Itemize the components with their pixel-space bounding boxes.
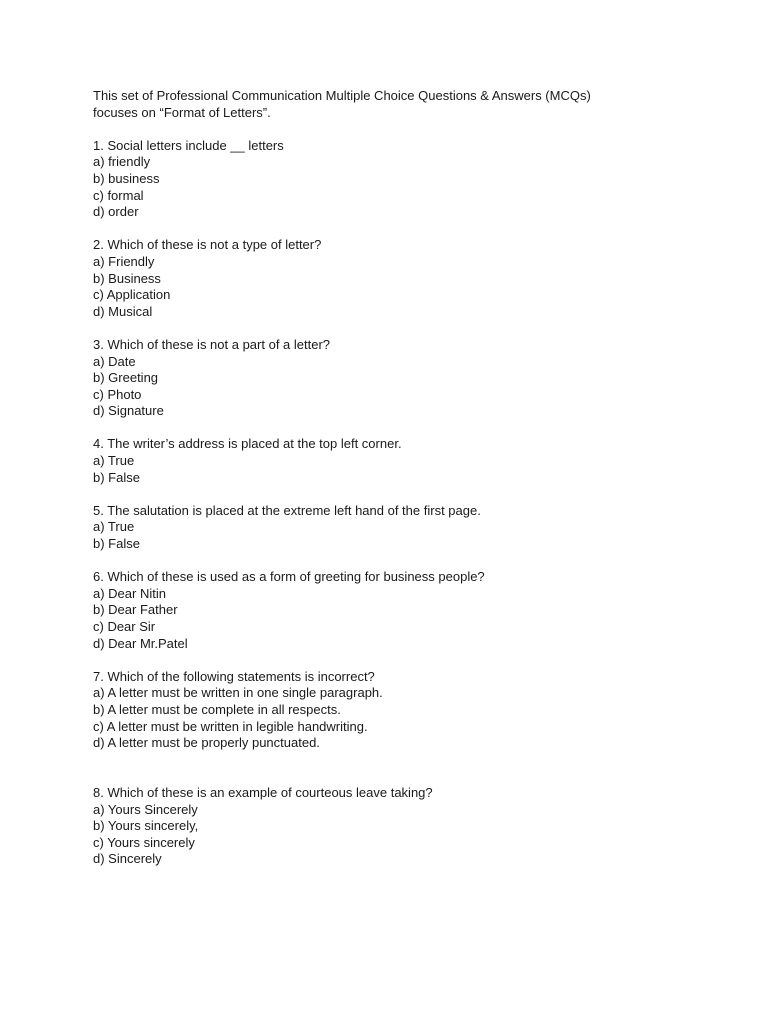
answer-option: c) Photo [93,386,142,402]
answer-option: c) Dear Sir [93,619,156,634]
answer-option: b) False [93,469,140,485]
question-text: 5. The salutation is placed at the extreme left hand of the first page. [93,502,481,518]
question-text: 3. Which of these is not a part of a letter? [93,336,331,352]
answer-option: b) Yours sincerely, [93,818,199,834]
question-8 [93,785,713,868]
answer-option: b) A letter must be complete in all respects. [93,701,341,717]
answer-option: d) Musical [93,303,153,319]
answer-option: d) Signature [93,403,164,419]
question-text: 8. Which of these is an example of courteous leave taking? [93,784,433,800]
question-text: 1. Social letters include __ letters [93,137,284,153]
question-text: 2. Which of these is not a type of letter? [93,237,322,253]
question-2 [93,237,713,320]
answer-option: b) Business [93,270,161,286]
question-5 [93,503,713,553]
intro-paragraph [93,88,713,121]
answer-option: d) A letter must be properly punctuated. [93,735,320,751]
answer-option: a) Date [93,353,136,369]
answer-option: c) formal [93,187,144,203]
answer-option: b) Dear Father [93,602,178,618]
document-content [93,88,713,868]
intro-line: focuses on “Format of Letters”. [93,104,271,120]
question-text: 6. Which of these is used as a form of greeting for business people? [93,569,485,585]
answer-option: a) True [93,453,135,469]
question-1 [93,138,713,221]
question-text: 7. Which of the following statements is incorrect? [93,668,375,684]
answer-option: b) business [93,170,160,186]
question-4 [93,436,713,486]
answer-option: a) True [93,519,135,535]
answer-option: a) Friendly [93,253,155,269]
answer-option: b) Greeting [93,370,159,386]
question-text: 4. The writer’s address is placed at the top left corner. [93,436,402,452]
answer-option: a) friendly [93,154,151,170]
intro-line: This set of Professional Communication Multiple Choice Questions & Answers (MCQs) [93,88,591,103]
answer-option: a) Yours Sincerely [93,801,198,817]
answer-option: c) Yours sincerely [93,834,195,850]
answer-option: d) order [93,204,139,220]
question-6 [93,569,713,652]
answer-option: c) A letter must be written in legible handwriting. [93,718,368,734]
answer-option: c) Application [93,287,171,303]
answer-option: b) False [93,536,140,552]
answer-option: d) Sincerely [93,851,162,867]
answer-option: a) A letter must be written in one single paragraph. [93,685,383,701]
question-7 [93,669,713,752]
answer-option: a) Dear Nitin [93,585,166,601]
question-3 [93,337,713,420]
answer-option: d) Dear Mr.Patel [93,635,188,651]
